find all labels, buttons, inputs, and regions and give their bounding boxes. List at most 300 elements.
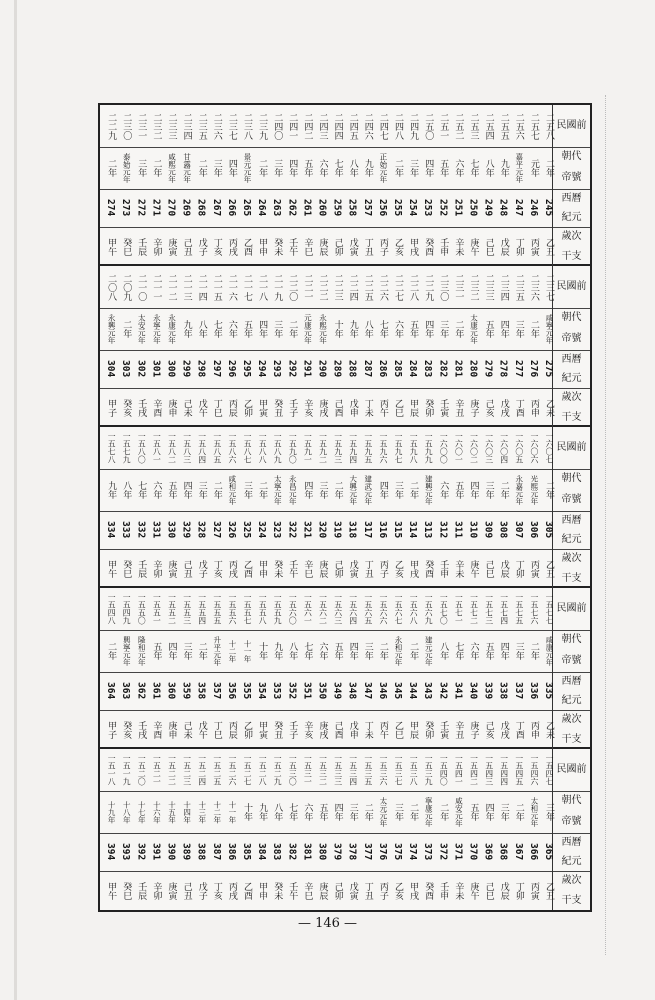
table-cell-xili: 332 (135, 521, 147, 539)
table-cell-ganzhi: 戊寅 (347, 881, 358, 900)
table-cell-dihao: 四年 (287, 159, 298, 177)
table-cell-minguo: 二三七 (543, 273, 554, 301)
table-cell-ganzhi: 癸酉 (423, 881, 434, 900)
table-cell-xili: 388 (195, 843, 207, 861)
table-cell-xili: 372 (437, 843, 449, 861)
table-cell-xili: 257 (361, 199, 373, 217)
table-cell-xili: 276 (527, 360, 539, 378)
table-cell-xili: 339 (482, 682, 494, 700)
table-cell-ganzhi: 甲戌 (408, 559, 419, 578)
table-cell-ganzhi: 辛卯 (151, 237, 162, 256)
table-cell-ganzhi: 戊午 (196, 398, 207, 417)
table-cell-ganzhi: 甲午 (106, 559, 117, 578)
table-cell-xili: 392 (135, 843, 147, 861)
table-cell-dihao: 七年 (332, 159, 343, 177)
table-cell-ganzhi: 丙戌 (226, 237, 237, 256)
table-cell-ganzhi: 丁丑 (362, 881, 373, 900)
table-cell-xili: 322 (286, 521, 298, 539)
table-cell-xili: 266 (225, 199, 237, 217)
table-cell-minguo: 一五六三 (333, 593, 343, 625)
row-header-label: 帝號 (561, 172, 582, 183)
table-cell-ganzhi: 丁亥 (211, 559, 222, 578)
table-cell-minguo: 一五七九 (122, 432, 132, 464)
table-cell-minguo: 一五三一 (303, 754, 313, 786)
scan-edge-strip (14, 0, 17, 1000)
table-cell-dihao: 九年 (257, 803, 268, 821)
table-cell-xili: 280 (467, 360, 479, 378)
table-cell-xili: 309 (482, 521, 494, 539)
table-cell-ganzhi: 癸卯 (423, 720, 434, 739)
table-cell-dihao: 八年 (483, 159, 494, 177)
table-cell-xili: 369 (482, 843, 494, 861)
table-cell-minguo: 二四九 (408, 112, 419, 140)
table-row-minguo (100, 266, 590, 309)
table-cell-xili: 251 (452, 199, 464, 217)
table-cell-xili: 334 (105, 521, 117, 539)
table-cell-ganzhi: 乙卯 (241, 720, 252, 739)
table-cell-xili: 360 (165, 682, 177, 700)
table-cell-dihao: 七年 (468, 159, 479, 177)
table-cell-minguo: 二三〇 (438, 273, 449, 301)
table-cell-ganzhi: 乙酉 (241, 237, 252, 256)
table-cell-ganzhi: 己卯 (332, 881, 343, 900)
table-cell-ganzhi: 辛卯 (151, 881, 162, 900)
table-cell-dihao: 太元元年 (378, 797, 388, 827)
table-cell-ganzhi: 壬午 (287, 559, 298, 578)
table-cell-dihao: 四年 (332, 803, 343, 821)
table-cell-minguo: 一五六七 (393, 593, 403, 625)
table-cell-minguo: 一五一八 (107, 754, 117, 786)
table-cell-dihao: 九年 (272, 642, 283, 660)
table-cell-dihao: 三年 (136, 159, 147, 177)
table-cell-dihao: 二年 (332, 481, 343, 499)
table-cell-minguo: 二一二 (166, 273, 177, 301)
table-cell-dihao: 太安元年 (137, 314, 147, 344)
table-cell-xili: 313 (422, 521, 434, 539)
table-row-xili (100, 672, 590, 711)
table-cell-minguo: 一五六八 (409, 593, 419, 625)
row-header-label: 朝代 (561, 473, 582, 484)
table-cell-minguo: 一五七七 (544, 593, 554, 625)
table-cell-ganzhi: 丙寅 (528, 881, 539, 900)
table-cell-dihao: 永興元年 (107, 314, 117, 344)
table-cell-xili: 368 (497, 843, 509, 861)
table-cell-xili: 379 (331, 843, 343, 861)
table-cell-xili: 317 (361, 521, 373, 539)
table-cell-ganzhi: 辛酉 (151, 720, 162, 739)
table-cell-minguo: 一六〇二 (469, 432, 479, 464)
table-cell-minguo: 一五四二 (469, 754, 479, 786)
table-cell-minguo: 一五九一 (303, 432, 313, 464)
table-cell-dihao: 二年 (528, 320, 539, 338)
table-cell-xili: 293 (271, 360, 283, 378)
table-cell-xili: 260 (316, 199, 328, 217)
table-cell-ganzhi: 丁巳 (211, 398, 222, 417)
table-row-xili (100, 833, 590, 872)
table-cell-dihao: 太康元年 (469, 314, 479, 344)
chronology-table (98, 103, 592, 912)
table-row-ganzhi (100, 871, 590, 910)
table-cell-minguo: 一五三六 (378, 754, 388, 786)
row-header (552, 469, 590, 511)
table-cell-xili: 358 (195, 682, 207, 700)
table-cell-minguo: 二三〇 (121, 112, 132, 140)
table-cell-dihao: 建興元年 (424, 475, 434, 505)
table-cell-dihao: 九年 (106, 481, 117, 499)
table-cell-minguo: 一五九二 (318, 432, 328, 464)
table-cell-dihao: 二年 (438, 803, 449, 821)
table-cell-xili: 318 (346, 521, 358, 539)
table-cell-xili: 265 (240, 199, 252, 217)
table-cell-dihao: 泰始元年 (122, 153, 132, 183)
table-cell-xili: 283 (422, 360, 434, 378)
table-cell-ganzhi: 甲申 (257, 559, 268, 578)
table-cell-dihao: 二年 (392, 159, 403, 177)
table-cell-ganzhi: 己亥 (483, 398, 494, 417)
row-header-label: 干支 (561, 411, 582, 423)
table-cell-xili: 364 (105, 682, 117, 700)
table-cell-dihao: 三年 (513, 642, 524, 660)
table-cell-xili: 295 (240, 360, 252, 378)
table-cell-ganzhi: 癸未 (272, 237, 283, 256)
page-number: — 146 — (297, 916, 358, 931)
table-cell-minguo: 二一五 (211, 273, 222, 301)
table-cell-xili: 373 (422, 843, 434, 861)
table-cell-xili: 289 (331, 360, 343, 378)
table-cell-xili: 347 (361, 682, 373, 700)
table-cell-xili: 381 (301, 843, 313, 861)
table-cell-ganzhi: 丙戌 (226, 559, 237, 578)
table-cell-minguo: 二一六 (226, 273, 237, 301)
table-row-dihao (100, 147, 590, 190)
table-cell-minguo: 一五七二 (469, 593, 479, 625)
table-cell-ganzhi: 庚戌 (317, 720, 328, 739)
table-cell-dihao: 十二年 (212, 800, 222, 824)
table-cell-minguo: 一五八五 (212, 432, 222, 464)
table-cell-xili: 249 (482, 199, 494, 217)
table-cell-minguo: 一五五〇 (137, 593, 147, 625)
table-cell-dihao: 五年 (151, 642, 162, 660)
table-cell-minguo: 二一〇 (136, 273, 147, 301)
table-cell-minguo: 一五九三 (333, 432, 343, 464)
table-cell-dihao: 七年 (302, 642, 313, 660)
table-cell-dihao: 二年 (408, 803, 419, 821)
table-cell-ganzhi: 乙巳 (392, 398, 403, 417)
table-cell-xili: 303 (120, 360, 132, 378)
table-row-xili (100, 189, 590, 228)
table-cell-dihao: 四年 (423, 320, 434, 338)
table-cell-dihao: 十八年 (122, 800, 132, 824)
table-cell-minguo: 二二三 (332, 273, 343, 301)
table-row-minguo (100, 105, 590, 148)
row-header (552, 833, 590, 871)
table-cell-xili: 273 (120, 199, 132, 217)
table-cell-ganzhi: 癸丑 (272, 398, 283, 417)
table-cell-xili: 359 (180, 682, 192, 700)
table-cell-xili: 268 (195, 199, 207, 217)
table-cell-ganzhi: 乙未 (543, 398, 554, 417)
table-cell-ganzhi: 戊寅 (347, 237, 358, 256)
table-cell-dihao: 八年 (272, 803, 283, 821)
table-cell-dihao: 三年 (181, 642, 192, 660)
table-cell-xili: 288 (346, 360, 358, 378)
table-cell-ganzhi: 癸巳 (121, 881, 132, 900)
table-band (100, 749, 590, 908)
table-cell-minguo: 一五九六 (378, 432, 388, 464)
table-cell-xili: 357 (210, 682, 222, 700)
table-cell-minguo: 一五八八 (258, 432, 268, 464)
table-cell-ganzhi: 丙寅 (528, 559, 539, 578)
table-row-ganzhi (100, 227, 590, 266)
table-cell-ganzhi: 丙申 (528, 720, 539, 739)
table-cell-minguo: 一五四〇 (439, 754, 449, 786)
table-cell-xili: 264 (256, 199, 268, 217)
table-cell-dihao: 正始元年 (378, 153, 388, 183)
table-cell-ganzhi: 己卯 (332, 559, 343, 578)
row-header-label: 歲次 (561, 231, 582, 242)
table-cell-minguo: 一六〇五 (514, 432, 524, 464)
table-cell-ganzhi: 壬子 (287, 720, 298, 739)
table-cell-minguo: 二二七 (392, 273, 403, 301)
table-cell-minguo: 二四一 (287, 112, 298, 140)
table-cell-xili: 292 (286, 360, 298, 378)
table-cell-minguo: 二五〇 (423, 112, 434, 140)
table-cell-minguo: 一五六〇 (288, 593, 298, 625)
table-cell-ganzhi: 癸酉 (423, 237, 434, 256)
table-cell-dihao: 七年 (287, 803, 298, 821)
table-cell-dihao: 寧康元年 (424, 797, 434, 827)
table-cell-ganzhi: 丁酉 (513, 720, 524, 739)
row-header (552, 549, 590, 588)
table-cell-dihao: 十年 (332, 320, 343, 338)
table-cell-minguo: 二五七 (528, 112, 539, 140)
row-header-label: 西曆 (561, 837, 582, 848)
table-cell-ganzhi: 己巳 (483, 237, 494, 256)
table-cell-minguo: 二五五 (498, 112, 509, 140)
table-cell-ganzhi: 庚子 (468, 398, 479, 417)
table-cell-minguo: 一五九四 (348, 432, 358, 464)
table-cell-ganzhi: 癸亥 (121, 398, 132, 417)
row-header-label: 干支 (561, 894, 582, 906)
table-cell-minguo: 二三五 (513, 273, 524, 301)
table-cell-minguo: 二一三 (181, 273, 192, 301)
table-cell-ganzhi: 戊寅 (347, 559, 358, 578)
table-cell-dihao: 八年 (287, 642, 298, 660)
table-cell-ganzhi: 庚子 (468, 720, 479, 739)
table-cell-xili: 300 (165, 360, 177, 378)
table-cell-dihao: 七年 (211, 320, 222, 338)
table-cell-xili: 262 (286, 199, 298, 217)
table-cell-ganzhi: 庚午 (468, 237, 479, 256)
table-cell-ganzhi: 辛亥 (302, 720, 313, 739)
table-cell-xili: 376 (376, 843, 388, 861)
row-header (552, 308, 590, 350)
table-cell-ganzhi: 戊申 (347, 720, 358, 739)
table-cell-minguo: 一五四四 (499, 754, 509, 786)
table-cell-ganzhi: 壬申 (438, 559, 449, 578)
table-cell-xili: 310 (467, 521, 479, 539)
table-cell-ganzhi: 己丑 (181, 881, 192, 900)
table-cell-minguo: 一五八〇 (137, 432, 147, 464)
table-cell-dihao: 五年 (438, 159, 449, 177)
table-cell-ganzhi: 辛巳 (302, 237, 313, 256)
table-cell-ganzhi: 戊戌 (498, 720, 509, 739)
table-cell-ganzhi: 辛未 (453, 881, 464, 900)
table-cell-ganzhi: 己亥 (483, 720, 494, 739)
table-cell-ganzhi: 乙未 (543, 720, 554, 739)
table-cell-ganzhi: 辛卯 (151, 559, 162, 578)
table-cell-dihao: 大興元年 (348, 475, 358, 505)
table-cell-ganzhi: 丁丑 (362, 237, 373, 256)
table-cell-dihao: 二年 (121, 320, 132, 338)
table-cell-minguo: 一五六六 (378, 593, 388, 625)
table-cell-dihao: 四年 (468, 481, 479, 499)
row-header-label: 民國前 (556, 442, 587, 453)
table-cell-ganzhi: 癸卯 (423, 398, 434, 417)
table-cell-minguo: 一五二〇 (137, 754, 147, 786)
table-cell-ganzhi: 甲戌 (408, 881, 419, 900)
table-cell-dihao: 七年 (377, 320, 388, 338)
table-cell-dihao: 永康元年 (167, 314, 177, 344)
table-cell-minguo: 二五三 (468, 112, 479, 140)
table-cell-minguo: 二二二 (317, 273, 328, 301)
table-cell-dihao: 四年 (483, 803, 494, 821)
table-cell-minguo: 二二四 (347, 273, 358, 301)
table-cell-ganzhi: 庚午 (468, 559, 479, 578)
table-cell-xili: 371 (452, 843, 464, 861)
table-cell-dihao: 八年 (196, 320, 207, 338)
row-header-label: 西曆 (561, 676, 582, 687)
table-cell-xili: 328 (195, 521, 207, 539)
table-cell-xili: 370 (467, 843, 479, 861)
table-cell-dihao: 十一年 (242, 639, 252, 663)
table-cell-xili: 390 (165, 843, 177, 861)
table-cell-dihao: 三年 (241, 481, 252, 499)
table-cell-minguo: 一五三九 (424, 754, 434, 786)
table-cell-dihao: 二年 (196, 642, 207, 660)
table-cell-minguo: 一五八一 (152, 432, 162, 464)
table-cell-xili: 343 (422, 682, 434, 700)
table-cell-minguo: 二四七 (377, 112, 388, 140)
table-cell-xili: 382 (286, 843, 298, 861)
table-cell-xili: 348 (346, 682, 358, 700)
table-cell-xili: 346 (376, 682, 388, 700)
table-cell-xili: 298 (195, 360, 207, 378)
table-cell-xili: 331 (150, 521, 162, 539)
table-cell-minguo: 二二一 (302, 273, 313, 301)
table-cell-dihao: 五年 (302, 159, 313, 177)
table-cell-dihao: 興寧元年 (122, 636, 132, 666)
table-cell-ganzhi: 壬辰 (136, 559, 147, 578)
row-header-label: 民國前 (556, 764, 587, 775)
table-cell-minguo: 二二九 (423, 273, 434, 301)
table-cell-minguo: 一五三〇 (288, 754, 298, 786)
row-header-label: 西曆 (561, 354, 582, 365)
row-header-label: 歲次 (561, 553, 582, 564)
table-cell-dihao: 二年 (543, 159, 554, 177)
table-cell-dihao: 三年 (408, 159, 419, 177)
table-cell-dihao: 十七年 (137, 800, 147, 824)
table-cell-xili: 374 (407, 843, 419, 861)
row-header (552, 427, 590, 469)
table-cell-xili: 311 (452, 521, 464, 539)
table-cell-xili: 391 (150, 843, 162, 861)
table-cell-minguo: 二五一 (438, 112, 449, 140)
table-cell-xili: 367 (512, 843, 524, 861)
table-cell-minguo: 一五八六 (227, 432, 237, 464)
table-cell-ganzhi: 丁卯 (513, 881, 524, 900)
table-cell-dihao: 三年 (211, 159, 222, 177)
table-cell-ganzhi: 辛丑 (453, 398, 464, 417)
table-cell-dihao: 二年 (377, 642, 388, 660)
table-cell-dihao: 六年 (317, 642, 328, 660)
table-cell-dihao: 三年 (498, 803, 509, 821)
table-row-minguo (100, 427, 590, 470)
table-cell-minguo: 二三五 (196, 112, 207, 140)
table-cell-minguo: 一五六九 (424, 593, 434, 625)
table-cell-dihao: 四年 (257, 320, 268, 338)
table-cell-dihao: 建武元年 (363, 475, 373, 505)
table-cell-xili: 344 (407, 682, 419, 700)
table-cell-dihao: 三年 (438, 320, 449, 338)
row-header (552, 672, 590, 710)
table-cell-ganzhi: 丁巳 (211, 720, 222, 739)
table-cell-minguo: 一五六五 (363, 593, 373, 625)
table-cell-ganzhi: 己酉 (332, 398, 343, 417)
table-cell-ganzhi: 庚申 (166, 398, 177, 417)
table-row-ganzhi (100, 549, 590, 588)
row-header (552, 227, 590, 266)
table-cell-dihao: 咸熙元年 (167, 153, 177, 183)
table-cell-xili: 284 (407, 360, 419, 378)
table-cell-dihao: 二年 (211, 481, 222, 499)
row-header (552, 511, 590, 549)
table-cell-ganzhi: 庚午 (468, 881, 479, 900)
table-cell-minguo: 二五二 (453, 112, 464, 140)
table-cell-dihao: 九年 (498, 159, 509, 177)
table-cell-xili: 302 (135, 360, 147, 378)
table-row-xili (100, 350, 590, 389)
table-cell-minguo: 一五三二 (318, 754, 328, 786)
row-header-label: 民國前 (556, 120, 587, 131)
table-cell-minguo: 二四四 (332, 112, 343, 140)
table-cell-xili: 314 (407, 521, 419, 539)
table-cell-dihao: 二年 (453, 320, 464, 338)
table-cell-dihao: 太寧元年 (273, 475, 283, 505)
table-cell-dihao: 三年 (317, 481, 328, 499)
table-cell-ganzhi: 丁卯 (513, 559, 524, 578)
table-cell-minguo: 一五五九 (273, 593, 283, 625)
table-cell-dihao: 四年 (226, 159, 237, 177)
row-header-label: 朝代 (561, 151, 582, 162)
table-cell-xili: 291 (301, 360, 313, 378)
table-cell-ganzhi: 戊申 (347, 398, 358, 417)
table-cell-minguo: 一五四八 (107, 593, 117, 625)
table-band (100, 427, 590, 588)
table-cell-ganzhi: 甲申 (257, 237, 268, 256)
table-cell-dihao: 四年 (181, 481, 192, 499)
table-cell-ganzhi: 庚辰 (317, 237, 328, 256)
table-cell-minguo: 二三二 (151, 112, 162, 140)
table-cell-dihao: 六年 (302, 803, 313, 821)
table-cell-ganzhi: 壬申 (438, 237, 449, 256)
table-cell-ganzhi: 己酉 (332, 720, 343, 739)
table-row-dihao (100, 630, 590, 673)
table-cell-ganzhi: 乙丑 (543, 881, 554, 900)
row-header-label: 紀元 (561, 212, 582, 223)
table-cell-ganzhi: 壬辰 (136, 237, 147, 256)
row-header-label: 干支 (561, 572, 582, 584)
